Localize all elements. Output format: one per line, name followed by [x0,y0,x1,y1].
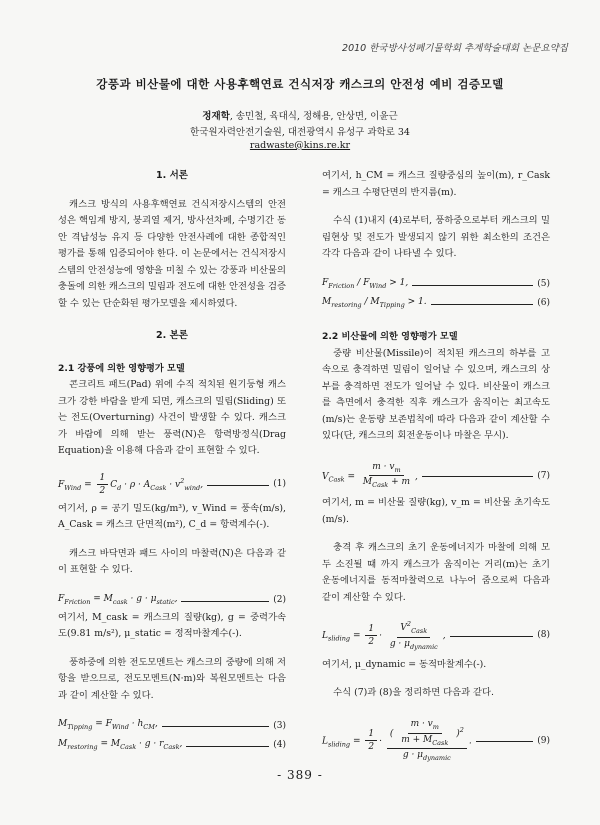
subsection-heading-missile: 2.2 비산물에 의한 영향평가 모델 [322,331,458,343]
combine-paragraph: 수식 (7)과 (8)을 정리하면 다음과 같다. [333,687,494,699]
equation-7: $V_{Cask}$ = $\frac{m \cdot v_m}{M_{Cask} + m}$ , (7) [322,461,550,490]
equation-5: $F_{Friction} / F_{Wind} > 1$, (5) [322,275,550,294]
moment-paragraph: 풍하중에 의한 전도모멘트는 캐스크의 중량에 의해 저항을 받으므로, 전도모멘트(N·m)와 복원모멘트는 다음과 같이 계산할 수 있다. [58,656,286,701]
section-heading-intro: 1. 서론 [156,170,188,181]
eq2-definitions: 여기서, M_cask = 캐스크의 질량(kg), g = 중력가속도(9.81 m/s²), μ_static = 정적마찰계수(-). [58,611,286,640]
equation-number: (5) [537,278,550,289]
impact-paragraph: 충격 후 캐스크의 초기 운동에너지가 마찰에 의해 모두 소진될 때 까지 캐스크가 움직이는 거리(m)는 초기 운동에너지를 동적마찰력으로 나누어 줌으로써 다음과 같이 계산할 수 있다. [322,542,550,603]
equation-3: $M_{Tipping} = F_{Wind} \cdot h_{CM}$, (3) [58,716,286,735]
equation-9: $L_{sliding}$ = $\frac{1}{2}$ · ( $\frac{m \cdot v_m}{m + M_{Cask}}$ )$^2$ $g \cdot \mu_{dynamic}$ . (9) [322,718,550,763]
equation-number: (2) [273,594,286,605]
equation-number: (9) [537,735,550,746]
lead-author: 정재학 [202,111,230,122]
co-authors: , 송민철, 육대식, 정해용, 안상면, 이윤근 [229,111,398,122]
missile-paragraph: 중량 비산물(Missile)이 적치된 캐스크의 하부를 고속으로 충격하면 밀림이 일어날 수 있으며, 캐스크의 상부를 충격하면 전도가 일어날 수 있다. 비산물이 캐스크를 측면에서 충격한 직후 캐스크가 움직이는 최고속도(m/s)는 운동량 보존법칙에 따라 다음과 같이 계산할 수 있다(단, 캐스크의 회전운동이나 마찰은 무시). [322,347,550,442]
equation-number: (7) [537,470,550,481]
eq1-definitions: 여기서, ρ = 공기 밀도(kg/m³), v_Wind = 풍속(m/s), A_Cask = 캐스크 단면적(m²), C_d = 항력계수(-). [58,502,286,530]
section-heading-body: 2. 본론 [156,330,188,341]
equation-6: $M_{restoring} / M_{Tipping} > 1$. (6) [322,294,550,313]
paper-title: 강풍과 비산물에 대한 사용후핵연료 건식저장 캐스크의 안전성 예비 검증모델 [96,77,504,91]
equation-4: $M_{restoring} = M_{Cask} \cdot g \cdot r_{Cask}$, (4) [58,736,286,755]
affiliation: 한국원자력안전기술원, 대전광역시 유성구 과학로 34 [190,127,410,138]
wind-paragraph: 콘크리트 패드(Pad) 위에 수직 적치된 원기둥형 캐스크가 강한 바람을 받게 되면, 캐스크의 밀림(Sliding) 또는 전도(Overturning) 사건이 발생할 수 있다. 캐스크가 바람에 의해 받는 풍력(N)은 항력방정식(Drag Equation)을 이용해 다음과 같이 표현할 수 있다. [58,379,286,456]
eq4-definitions: 여기서, h_CM = 캐스크 질량중심의 높이(m), r_Cask = 캐스크 수평단면의 반지름(m). [322,170,550,198]
equation-number: (8) [537,630,550,641]
right-column [322,168,550,764]
running-head: 2010 한국방사성폐기물학회 추계학술대회 논문요약집 [342,43,568,54]
equation-number: (3) [273,720,286,731]
equation-2: $F_{Friction} = M_{cask} \cdot g \cdot \mu_{static}$, (2) [58,591,286,610]
page-number: - 389 - [277,768,323,782]
equation-number: (1) [273,478,286,489]
equation-1: $F_{Wind}$ = $\frac{1}{2}$ $C_d \cdot \rho \cdot A_{Cask} \cdot v^2_{wind}$, (1) [58,472,286,496]
equation-number: (6) [537,298,550,309]
subsection-heading-wind: 2.1 강풍에 의한 영향평가 모델 [58,362,185,374]
eq8-definitions: 여기서, μ_dynamic = 동적마찰계수(-). [322,658,487,670]
eq7-definitions: 여기서, m = 비산물 질량(kg), v_m = 비산물 초기속도(m/s). [322,497,550,525]
equation-8: $L_{sliding}$ = $\frac{1}{2}$ · $\frac{V^2_{Cask}}{g \cdot \mu_{dynamic}}$ , (8) [322,620,550,651]
condition-paragraph: 수식 (1)내지 (4)로부터, 풍하중으로부터 캐스크의 밀림현상 및 전도가 발생되지 않기 위한 최소한의 조건은 각각 다음과 같이 나타낼 수 있다. [322,215,550,259]
email-link[interactable]: radwaste@kins.re.kr [249,140,351,151]
equation-number: (4) [273,739,286,750]
author-list [0,108,600,122]
intro-paragraph: 캐스크 방식의 사용후핵연료 건식저장시스템의 안전성은 핵임계 방지, 붕괴열 제거, 방사선차폐, 수명기간 동안 격납성능 유지 등 다양한 안전사례에 대한 종합적인 평가를 통해 입증되어야 한다. 이 논문에서는 건식저장시스템의 안전성능에 영향을 미칠 수 있는 강풍과 비산물의 충돌에 의한 캐스크의 밀림과 전도에 대한 안전성을 검증할 수 있는 단순화된 평가모델을 제시하였다. [58,198,286,309]
friction-paragraph: 캐스크 바닥면과 패드 사이의 마찰력(N)은 다음과 같이 표현할 수 있다. [58,547,286,575]
left-column [58,168,286,755]
